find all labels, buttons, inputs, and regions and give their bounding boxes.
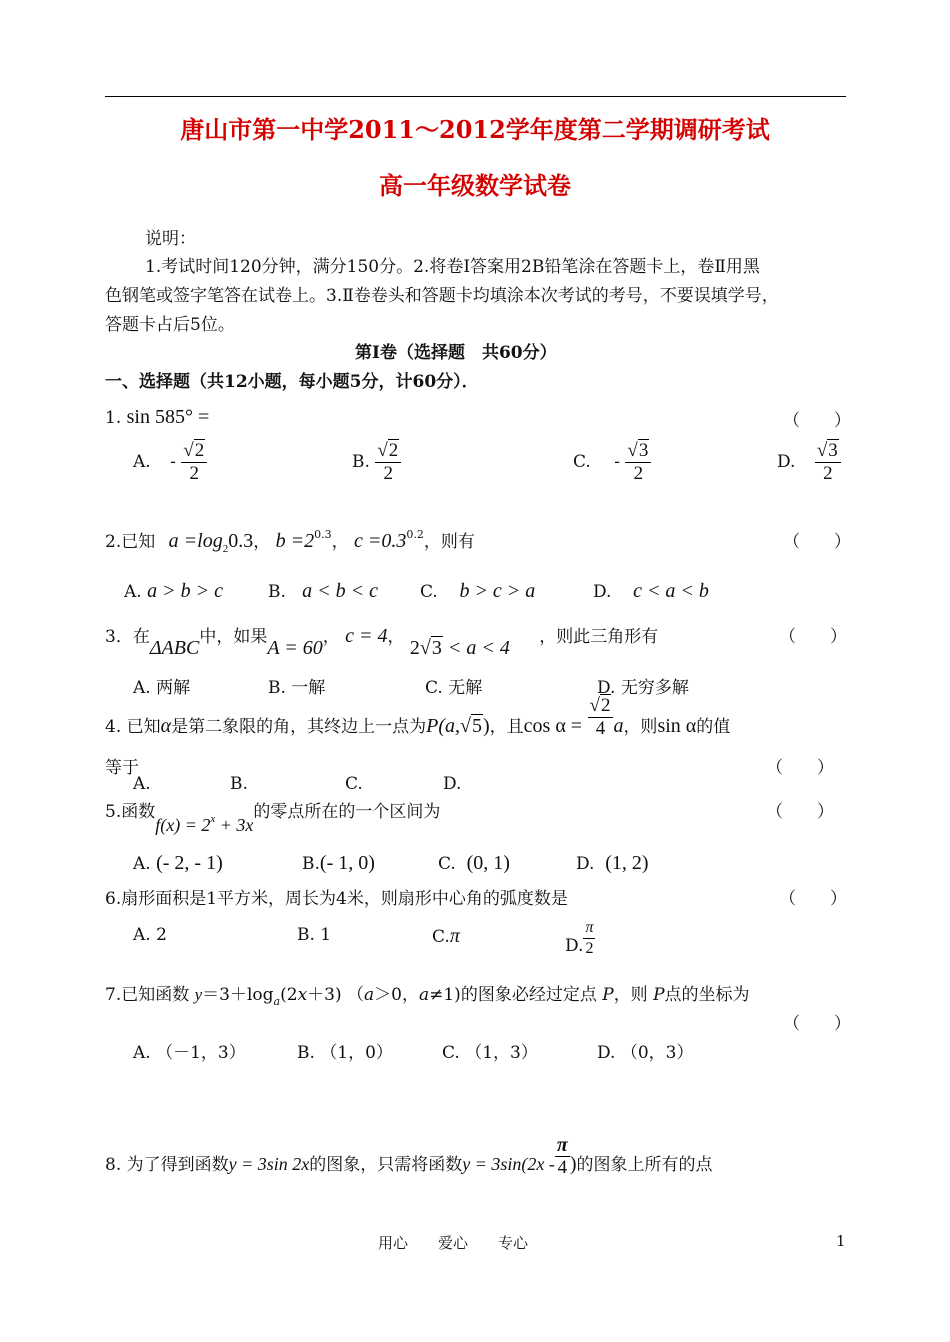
- question-number: 3．在: [105, 627, 150, 647]
- q6-option-a: A. 2: [133, 925, 167, 945]
- answer-paren: （ ）: [779, 889, 847, 909]
- q6-option-b: B. 1: [297, 925, 332, 945]
- q4-option-b: B.: [230, 774, 248, 794]
- q1-option-c: C. - $\frac{√3}{2}$: [573, 440, 651, 485]
- q1-option-b: B. $\frac{√2}{2}$: [352, 440, 401, 485]
- q2-option-c: C. b > c > a: [420, 580, 536, 602]
- q7-option-a: A. （－1，3）: [133, 1043, 246, 1063]
- instructions-line-3: 答题卡占后5位。: [105, 315, 235, 335]
- instructions-label: 说明：: [145, 229, 196, 249]
- q2-option-d: D. c < a < b: [593, 580, 709, 602]
- question-4-line-2: 等于: [105, 758, 139, 778]
- q7-option-d: D. （0，3）: [597, 1043, 694, 1063]
- question-7: 7.已知函数 $y=3+\log_a(2x+3)$ （a＞0，a≠1)的图象必经过定点 P，则 P点的坐标为: [105, 985, 750, 1008]
- answer-paren: （ ）: [783, 1014, 851, 1034]
- answer-paren: （ ）: [783, 411, 851, 431]
- header-rule: [105, 96, 846, 97]
- answer-paren: （ ）: [783, 532, 851, 552]
- q6-option-c: C.π: [432, 925, 460, 947]
- q3-option-d: D. 无穷多解: [597, 678, 689, 698]
- question-expression: sin 585° =: [126, 406, 210, 428]
- expr-a: a =log: [168, 530, 223, 552]
- option-label: B.: [352, 452, 370, 472]
- answer-paren: （ ）: [779, 627, 847, 647]
- q1-option-a: A. - $\frac{√2}{2}$: [133, 440, 207, 485]
- question-number: 1.: [105, 408, 122, 428]
- instructions-line-1: 1.考试时间120分钟，满分150分。2.将卷Ⅰ答案用2B铅笔涂在答题卡上，卷Ⅱ用黑: [145, 257, 760, 277]
- option-label: A.: [133, 452, 151, 472]
- expr-b: b =2: [275, 530, 315, 552]
- page-number: 1: [836, 1232, 846, 1250]
- q5-option-b: B.(- 1, 0): [302, 852, 375, 874]
- q4-option-c: C.: [345, 774, 363, 794]
- q1-option-d: D. $\frac{√3}{2}$: [777, 440, 841, 485]
- option-label: C.: [573, 452, 591, 472]
- question-number: 2.已知: [105, 532, 156, 552]
- question-2: 2.已知 $a =\log_20.3$， $b =2^{0.3}$， $c =0.3^{0.2}$，则有: [105, 528, 475, 555]
- question-3: 3．在ΔABC中，如果A = 60， c = 4， 2√3 < a < 4 ，则此三角形有: [105, 625, 659, 659]
- q4-option-d: D.: [443, 774, 462, 794]
- minus-sign: -: [170, 452, 176, 472]
- q6-option-d: D. $\frac{\pi}{2}$: [565, 919, 594, 957]
- q5-option-a: A. (- 2, - 1): [133, 852, 223, 874]
- q7-option-c: C. （1，3）: [442, 1043, 538, 1063]
- answer-paren: （ ）: [766, 802, 834, 822]
- q5-option-c: C. (0, 1): [438, 852, 510, 874]
- q3-option-a: A. 两解: [133, 678, 191, 698]
- instructions-line-2: 色钢笔或签字笔答在试卷上。3.Ⅱ卷卷头和答题卡均填涂本次考试的考号，不要误填学号，: [105, 286, 779, 306]
- expr-c: c =0.3: [354, 530, 407, 552]
- question-5: 5.函数$f(x) = 2^x + 3x$的零点所在的一个区间为: [105, 802, 441, 835]
- section-heading: 一、选择题（共12小题，每小题5分，计60分）．: [105, 372, 479, 392]
- question-4: 4. 已知α是第二象限的角，其终边上一点为P(a,√5)，且cos α = $\frac{√2}{4}$ a，则sin α的值: [105, 695, 731, 739]
- question-1: [105, 406, 209, 429]
- q2-option-a: A. a > b > c: [124, 580, 223, 602]
- q3-option-c: C. 无解: [425, 678, 483, 698]
- exam-subtitle: 高一年级数学试卷: [379, 171, 571, 200]
- exam-title: 唐山市第一中学2011～2012学年度第二学期调研考试: [180, 115, 770, 144]
- answer-paren: （ ）: [766, 758, 834, 778]
- part-heading: 第Ⅰ卷（选择题 共60分）: [355, 343, 557, 363]
- q7-option-b: B. （1，0）: [297, 1043, 393, 1063]
- q4-option-a: A.: [133, 774, 151, 794]
- q2-option-b: B. a < b < c: [268, 580, 378, 602]
- question-8: 8. 为了得到函数y = 3sin 2x的图象，只需将函数y = 3sin(2x - $\frac{\pi}{4}$ )的图象上所有的点: [105, 1134, 713, 1178]
- question-6: 6.扇形面积是1平方米，周长为4米，则扇形中心角的弧度数是: [105, 889, 568, 909]
- q3-option-b: B. 一解: [268, 678, 326, 698]
- q5-option-d: D. (1, 2): [576, 852, 649, 874]
- minus-sign: -: [614, 452, 620, 472]
- footer-text: 用心 爱心 专心: [378, 1234, 529, 1252]
- option-label: D.: [777, 452, 796, 472]
